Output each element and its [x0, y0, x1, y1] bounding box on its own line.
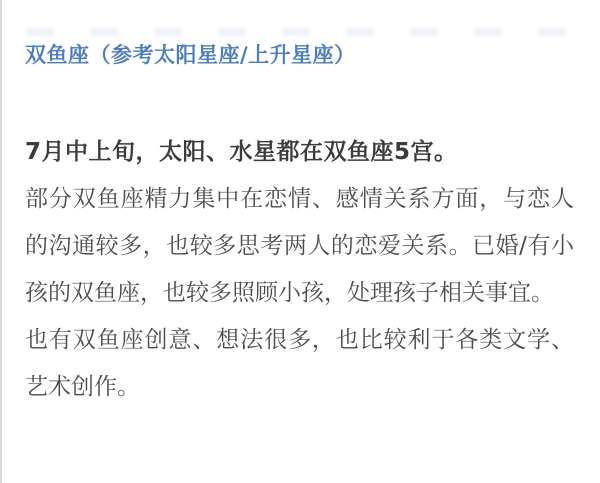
- paragraph-lead: 7月中上旬，太阳、水星都在双鱼座5宫。: [25, 139, 458, 165]
- paragraph-creativity: 也有双鱼座创意、想法很多，也比较利于各类文学、艺术创作。: [25, 327, 574, 400]
- paragraph-relationships: 部分双鱼座精力集中在恋情、感情关系方面，与恋人的沟通较多，也较多思考两人的恋爱关系。已婚/有小孩的双鱼座，也较多照顾小孩，处理孩子相关事宜。: [25, 186, 574, 306]
- faint-watermark-artifact: [26, 28, 566, 36]
- article-title: 双鱼座（参考太阳星座/上升星座）: [25, 43, 356, 67]
- article-body: [25, 129, 574, 411]
